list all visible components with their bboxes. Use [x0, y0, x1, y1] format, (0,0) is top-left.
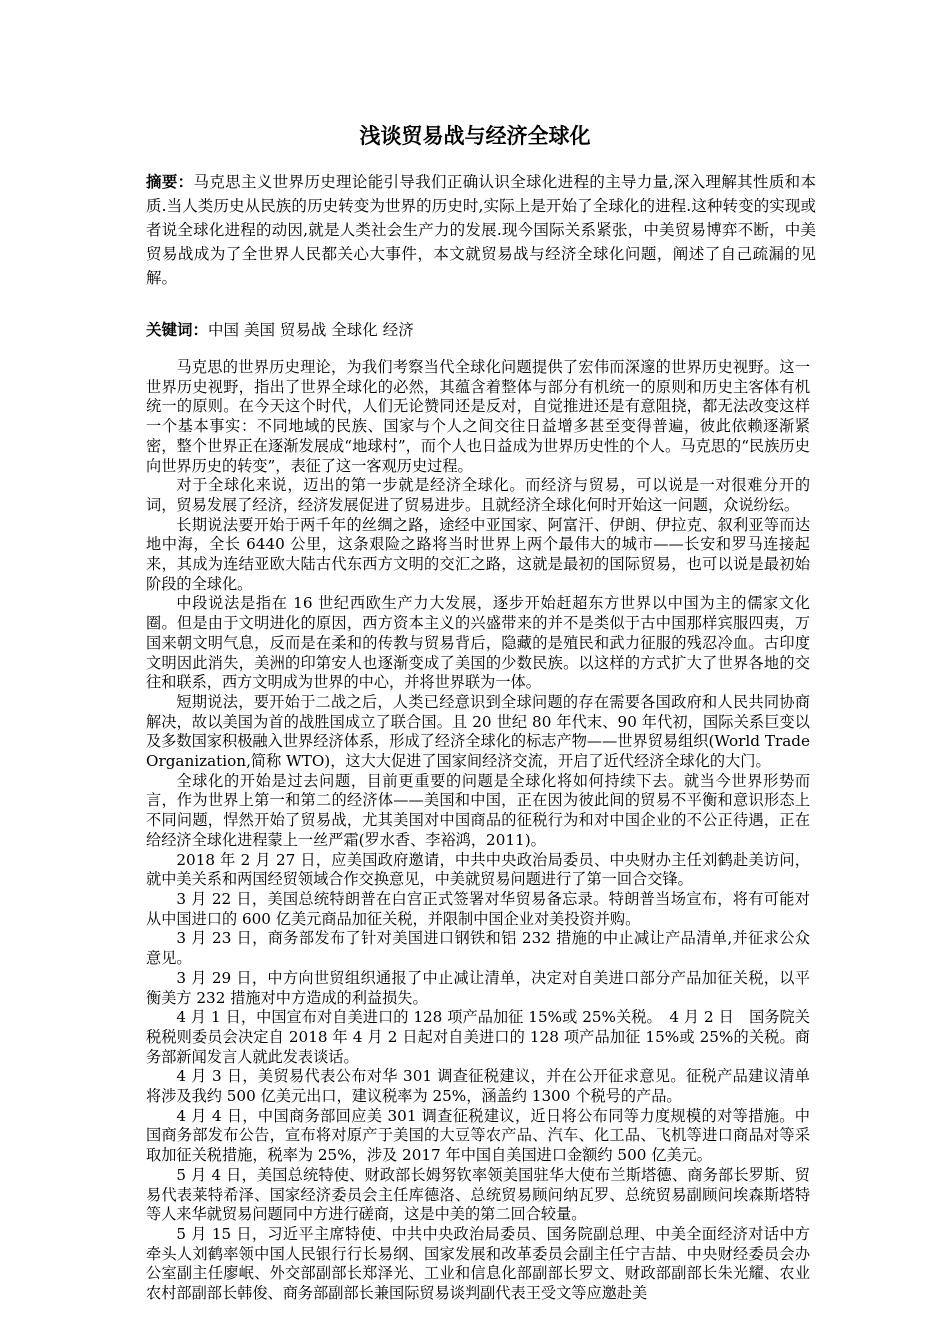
paragraph: 对于全球化来说，迈出的第一步就是经济全球化。而经济与贸易，可以说是一对很难分开的词，贸易发展了经济，经济发展促进了贸易进步。且就经济全球化何时开始这一问题，众说纷纭。 — [146, 476, 810, 514]
abstract — [146, 170, 816, 290]
paragraph: 长期说法要开始于两千年的丝绸之路，途经中亚国家、阿富汗、伊朗、伊拉克、叙利亚等而达地中海，全长 6440 公里，这条艰险之路将当时世界上两个最伟大的城市——长安和罗马连接起来，其成为连结亚欧大陆古代东西方文明的交汇之路，这就是最初的国际贸易，也可以说是最初始阶段的全球化。 — [146, 515, 810, 593]
paragraph: 2018 年 2 月 27 日，应美国政府邀请，中共中央政治局委员、中央财办主任刘鹤赴美访问，就中美关系和两国经贸领域合作交换意见，中美就贸易问题进行了第一回合交锋。 — [146, 850, 810, 889]
paragraph: 3 月 22 日，美国总统特朗普在白宫正式签署对华贸易备忘录。特朗普当场宣布，将有可能对从中国进口的 600 亿美元商品加征关税，并限制中国企业对美投资并购。 — [146, 889, 810, 928]
paragraph: 短期说法，要开始于二战之后，人类已经意识到全球问题的存在需要各国政府和人民共同协商解决，故以美国为首的战胜国成立了联合国。且 20 世纪 80 年代末、90 年代初，国际关系巨变以及多数国家积极融入世界经济体系，形成了经济全球化的标志产物——世界贸易组织(World Trade Organization,简称 WTO)，这大大促进了国家间经济交流，开启了近代经济全球化的大门。 — [146, 692, 810, 771]
paragraph: 4 月 3 日，美贸易代表公布对华 301 调查征税建议，并在公开征求意见。征税产品建议清单将涉及我约 500 亿美元出口，建议税率为 25%，涵盖约 1300 个税号的产品。 — [146, 1067, 810, 1106]
paragraph: 中段说法是指在 16 世纪西欧生产力大发展，逐步开始赶超东方世界以中国为主的儒家文化圈。但是由于文明进化的原因，西方资本主义的兴盛带来的并不是类似于古中国那样宾服四夷，万国来朝文明气息，反而是在柔和的传教与贸易背后，隐藏的是殖民和武力征服的残忍冷血。古印度文明因此消失，美洲的印第安人也逐渐变成了美国的少数民族。以这样的方式扩大了世界各地的交往和联系，西方文明成为世界的中心，并将世界联为一体。 — [146, 594, 810, 692]
paragraph: 3 月 29 日，中方向世贸组织通报了中止减让清单，决定对自美进口部分产品加征关税，以平衡美方 232 措施对中方造成的利益损失。 — [146, 968, 810, 1007]
keywords — [146, 318, 816, 342]
abstract-text: 马克思主义世界历史理论能引导我们正确认识全球化进程的主导力量,深入理解其性质和本质.当人类历史从民族的历史转变为世界的历史时,实际上是开始了全球化的进程.这种转变的实现或者说全球化进程的动因,就是人类社会生产力的发展.现今国际关系紧张，中美贸易博弈不断，中美贸易战成为了全世界人民都关心大事件，本文就贸易战与经济全球化问题，阐述了自己疏漏的见解。 — [146, 173, 816, 287]
paragraph: 4 月 1 日，中国宣布对自美进口的 128 项产品加征 15%或 25%关税。 4 月 2 日 国务院关税税则委员会决定自 2018 年 4 月 2 日起对自美进口的 128 项产品加征 15%或 25%的关税。商务部新闻发言人就此发表谈话。 — [146, 1008, 810, 1066]
abstract-label: 摘要： — [146, 172, 194, 191]
paragraph: 马克思的世界历史理论，为我们考察当代全球化问题提供了宏伟而深邃的世界历史视野。这一世界历史视野，指出了世界全球化的必然，其蕴含着整体与部分有机统一的原则和历史主客体有机统一的原则。在今天这个时代，人们无论赞同还是反对，自觉推进还是有意阻挠，都无法改变这样一个基本事实：不同地域的民族、国家与个人之间交往日益增多甚至变得普遍，彼此依赖逐渐紧密，整个世界正在逐渐发展成“地球村”，而个人也日益成为世界历史性的个人。马克思的“民族历史向世界历史的转变”，表征了这一客观历史过程。 — [146, 358, 810, 475]
paragraph: 5 月 4 日，美国总统特使、财政部长姆努钦率领美国驻华大使布兰斯塔德、商务部长罗斯、贸易代表莱特希泽、国家经济委员会主任库德洛、总统贸易顾问纳瓦罗、总统贸易副顾问埃森斯塔特等人来华就贸易问题同中方进行磋商，这是中美的第二回合较量。 — [146, 1165, 810, 1224]
paragraph: 3 月 23 日，商务部发布了针对美国进口钢铁和铝 232 措施的中止减让产品清单,并征求公众意见。 — [146, 929, 810, 968]
paragraph: 4 月 4 日，中国商务部回应美 301 调查征税建议，近日将公布同等力度规模的对等措施。中国商务部发布公告，宣布将对原产于美国的大豆等农产品、汽车、化工品、飞机等进口商品对等采取加征关税措施，税率为 25%，涉及 2017 年中国自美国进口金额约 500 亿美元。 — [146, 1106, 810, 1165]
paragraph: 全球化的开始是过去问题，目前更重要的问题是全球化将如何持续下去。就当今世界形势而言，作为世界上第一和第二的经济体——美国和中国，正在因为彼此间的贸易不平衡和意识形态上不同问题，悍然开始了贸易战，尤其美国对中国商品的征税行为和对中国企业的不公正待遇，正在给经济全球化进程蒙上一丝严霜(罗水香、李裕鸿，2011)。 — [146, 771, 810, 849]
keywords-label: 关键词： — [146, 320, 209, 339]
page-title: 浅谈贸易战与经济全球化 — [359, 123, 591, 148]
body-text — [146, 358, 810, 1304]
keywords-text: 中国 美国 贸易战 全球化 经济 — [208, 321, 414, 339]
paragraph: 5 月 15 日，习近平主席特使、中共中央政治局委员、国务院副总理、中美全面经济对话中方牵头人刘鹤率领中国人民银行行长易纲、国家发展和改革委员会副主任宁吉喆、中央财经委员会办公室副主任廖岷、外交部副部长郑泽光、工业和信息化部副部长罗文、财政部副部长朱光耀、农业农村部副部长韩俊、商务部副部长兼国际贸易谈判副代表王受文等应邀赴美 — [146, 1224, 810, 1303]
